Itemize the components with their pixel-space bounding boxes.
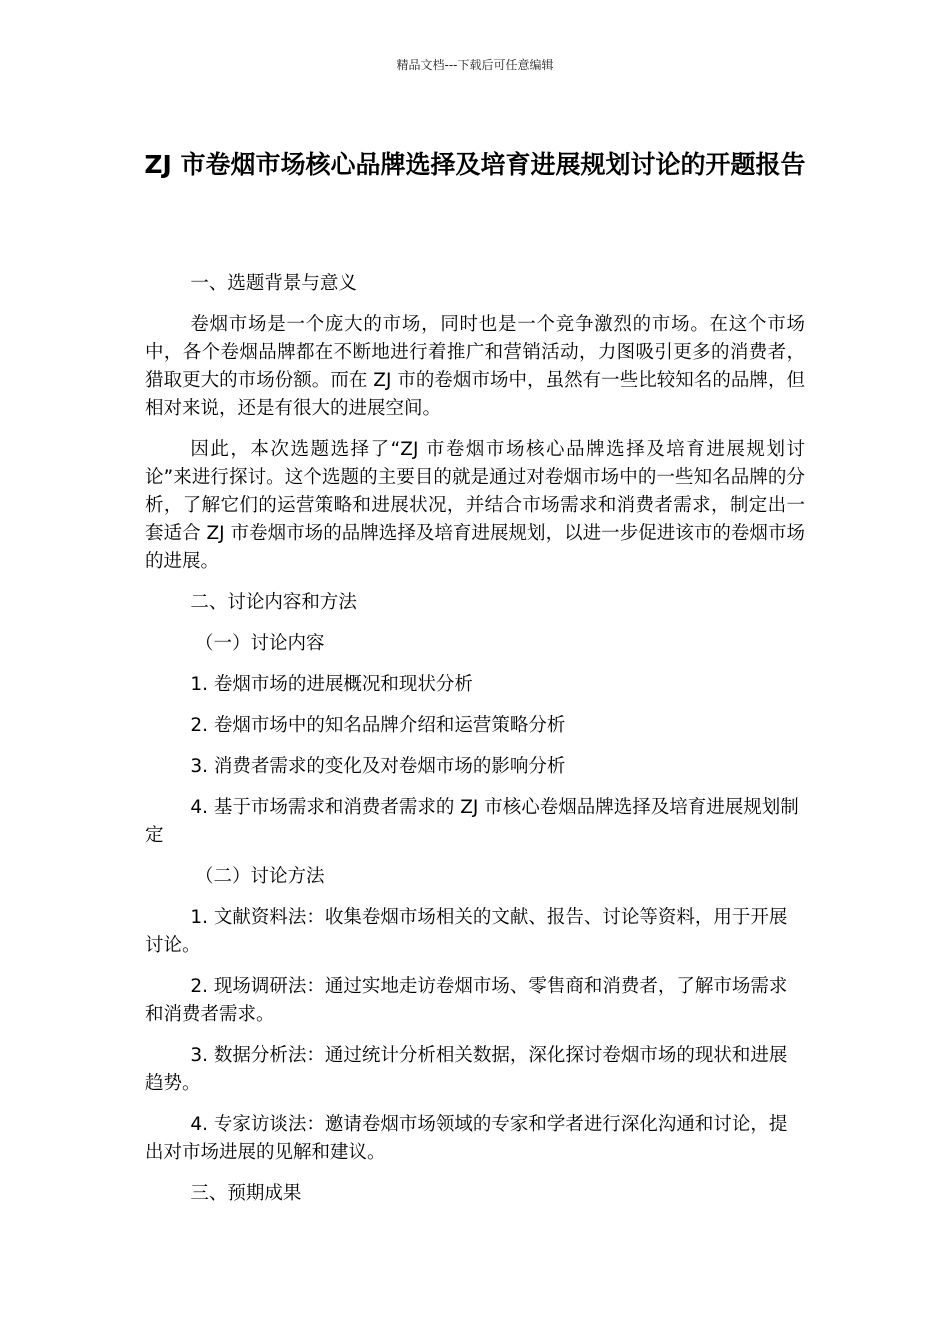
list-item: 4. 专家访谈法：邀请卷烟市场领域的专家和学者进行深化沟通和讨论，提出对市场进展的见解和建议。 (145, 1114, 788, 1163)
paragraph-topic-purpose: 因此，本次选题选择了“ZJ 市卷烟市场核心品牌选择及培育进展规划讨论”来进行探讨。这个选题的主要目的就是通过对卷烟市场中的一些知名品牌的分析，了解它们的运营策略和进展状况，并结合市场需求和消费者需求，制定出一套适合 ZJ 市卷烟市场的品牌选择及培育进展规划，以进一步促进该市的卷烟市场的进展。 (145, 439, 805, 572)
section-heading-content-methods: 二、讨论内容和方法 (190, 592, 357, 613)
list-item: 2. 卷烟市场中的知名品牌介绍和运营策略分析 (190, 715, 566, 736)
list-item: 1. 卷烟市场的进展概况和现状分析 (190, 674, 473, 695)
list-item: 3. 数据分析法：通过统计分析相关数据，深化探讨卷烟市场的现状和进展趋势。 (145, 1045, 788, 1094)
list-item: 2. 现场调研法：通过实地走访卷烟市场、零售商和消费者，了解市场需求和消费者需求。 (145, 976, 788, 1025)
section-heading-background: 一、选题背景与意义 (190, 273, 357, 294)
list-item: 3. 消费者需求的变化及对卷烟市场的影响分析 (190, 756, 566, 777)
subheading-methods: （二）讨论方法 (194, 866, 325, 887)
subheading-content: （一）讨论内容 (194, 633, 325, 654)
list-item: 4. 基于市场需求和消费者需求的 ZJ 市核心卷烟品牌选择及培育进展规划制定 (145, 797, 799, 846)
header-note: 精品文档---下载后可任意编辑 (396, 58, 554, 72)
document-title: ZJ 市卷烟市场核心品牌选择及培育进展规划讨论的开题报告 (144, 150, 806, 179)
paragraph-background: 卷烟市场是一个庞大的市场，同时也是一个竞争激烈的市场。在这个市场中，各个卷烟品牌都在不断地进行着推广和营销活动，力图吸引更多的消费者，猎取更大的市场份额。而在 ZJ 市的卷烟市场中，虽然有一些比较知名的品牌，但相对来说，还是有很大的进展空间。 (145, 314, 805, 419)
list-item: 1. 文献资料法：收集卷烟市场相关的文献、报告、讨论等资料，用于开展讨论。 (145, 907, 788, 956)
document-body (145, 270, 805, 1221)
section-heading-expected-results: 三、预期成果 (190, 1183, 302, 1204)
